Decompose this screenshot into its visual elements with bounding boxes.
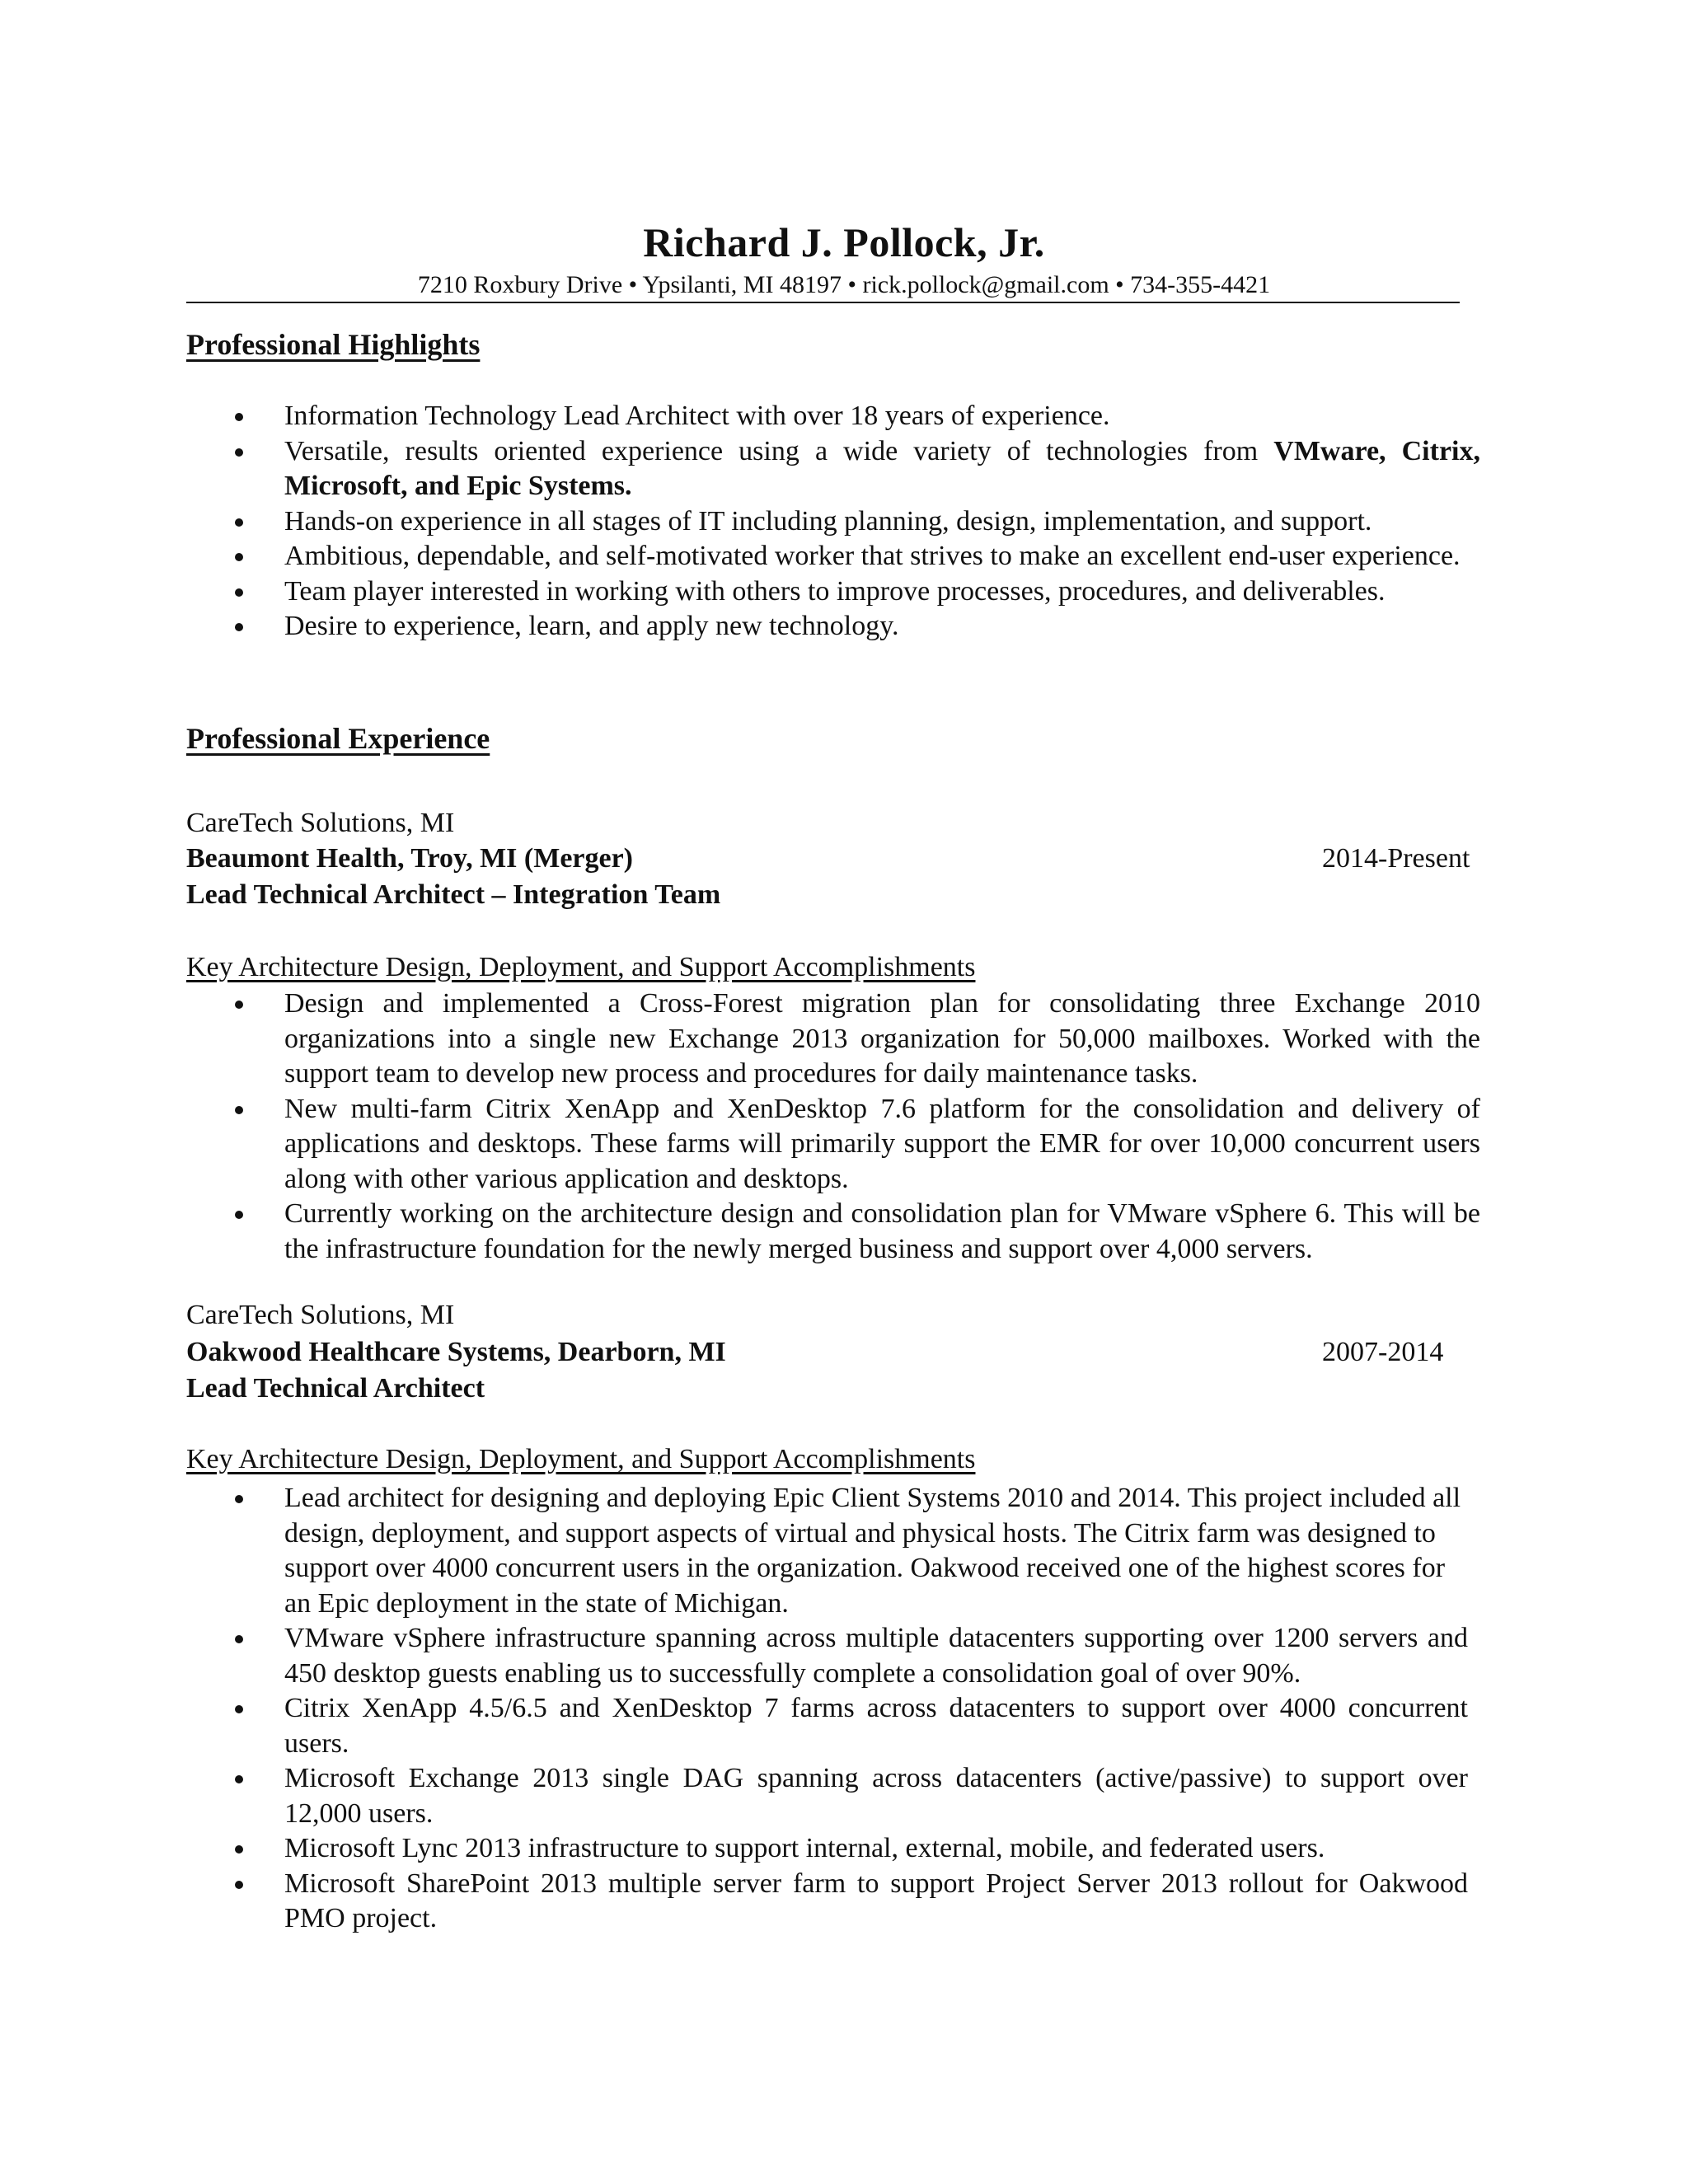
bullet-icon [235, 1845, 243, 1854]
bullet-icon [235, 448, 243, 457]
highlights-heading: Professional Highlights [186, 328, 481, 361]
list-item: VMware vSphere infrastructure spanning across multiple datacenters supporting over 1200 servers and 450 desktop guests enabling us to successfully complete a consolidation goal of over 90%. [186, 1621, 1468, 1691]
bullet-icon [235, 553, 243, 561]
job-company: CareTech Solutions, MI [186, 1300, 455, 1330]
list-item: Ambitious, dependable, and self-motivated worker that strives to make an excellent end-user experience. [186, 539, 1480, 574]
job-dates: 2007-2014 [1322, 1337, 1444, 1367]
accomplishments-heading: Key Architecture Design, Deployment, and Support Accomplishments [186, 952, 976, 982]
list-item: Hands-on experience in all stages of IT including planning, design, implementation, and support. [186, 504, 1480, 540]
list-item: Versatile, results oriented experience using a wide variety of technologies from VMware, Citrix, Microsoft, and Epic Systems. [186, 434, 1480, 504]
bullet-icon [235, 1106, 243, 1114]
bullet-icon [235, 1211, 243, 1219]
job-dates: 2014-Present [1322, 843, 1470, 874]
job-company: CareTech Solutions, MI [186, 808, 455, 838]
job-title: Lead Technical Architect [186, 1373, 485, 1404]
bullet-icon [235, 1001, 243, 1009]
list-item: Team player interested in working with others to improve processes, procedures, and deliverables. [186, 574, 1480, 610]
list-item: Citrix XenApp 4.5/6.5 and XenDesktop 7 farms across datacenters to support over 4000 concurrent users. [186, 1691, 1468, 1761]
bullet-icon [235, 1635, 243, 1643]
bullet-icon [235, 1705, 243, 1713]
bullet-icon [235, 1775, 243, 1783]
technology-list: VMware, Citrix, Microsoft, and Epic Systems. [284, 435, 1480, 501]
job-title: Lead Technical Architect – Integration Team [186, 879, 721, 910]
list-item: Currently working on the architecture design and consolidation plan for VMware vSphere 6. This will be the infrastructure foundation for the newly merged business and support over 4,000 servers. [186, 1197, 1480, 1267]
list-item: Microsoft SharePoint 2013 multiple server farm to support Project Server 2013 rollout for Oakwood PMO project. [186, 1867, 1468, 1937]
job-accomplishments [186, 1481, 1468, 1937]
highlights-list [186, 399, 1480, 644]
list-item: Lead architect for designing and deploying Epic Client Systems 2010 and 2014. This project included all design, deployment, and support aspects of virtual and physical hosts. The Citrix farm was designed to support over 4000 concurrent users in the organization. Oakwood received one of the highest scores for an Epic deployment in the state of Michigan. [186, 1481, 1468, 1621]
bullet-icon [235, 623, 243, 631]
contact-line: 7210 Roxbury Drive • Ypsilanti, MI 48197 • rick.pollock@gmail.com • 734-355-4421 [417, 271, 1271, 298]
bullet-icon [235, 1881, 243, 1889]
bullet-icon [235, 413, 243, 421]
bullet-icon [235, 518, 243, 527]
experience-heading: Professional Experience [186, 722, 490, 755]
accomplishments-heading: Key Architecture Design, Deployment, and Support Accomplishments [186, 1444, 976, 1474]
job-client: Oakwood Healthcare Systems, Dearborn, MI [186, 1337, 726, 1367]
list-item: Information Technology Lead Architect with over 18 years of experience. [186, 399, 1480, 434]
job-accomplishments [186, 987, 1480, 1267]
job-client: Beaumont Health, Troy, MI (Merger) [186, 843, 634, 874]
list-item: Desire to experience, learn, and apply new technology. [186, 609, 1480, 644]
list-item: Microsoft Exchange 2013 single DAG spanning across datacenters (active/passive) to support over 12,000 users. [186, 1761, 1468, 1831]
list-item: Microsoft Lync 2013 infrastructure to support internal, external, mobile, and federated users. [186, 1831, 1468, 1867]
candidate-name: Richard J. Pollock, Jr. [643, 219, 1045, 265]
list-item: New multi-farm Citrix XenApp and XenDesktop 7.6 platform for the consolidation and delivery of applications and desktops. These farms will primarily support the EMR for over 10,000 concurrent users along with other various application and desktops. [186, 1092, 1480, 1197]
bullet-icon [235, 588, 243, 597]
bullet-icon [235, 1495, 243, 1503]
header-divider [186, 302, 1460, 303]
list-item: Design and implemented a Cross-Forest migration plan for consolidating three Exchange 2010 organizations into a single new Exchange 2013 organization for 50,000 mailboxes. Worked with the support team to develop new process and procedures for daily maintenance tasks. [186, 987, 1480, 1092]
